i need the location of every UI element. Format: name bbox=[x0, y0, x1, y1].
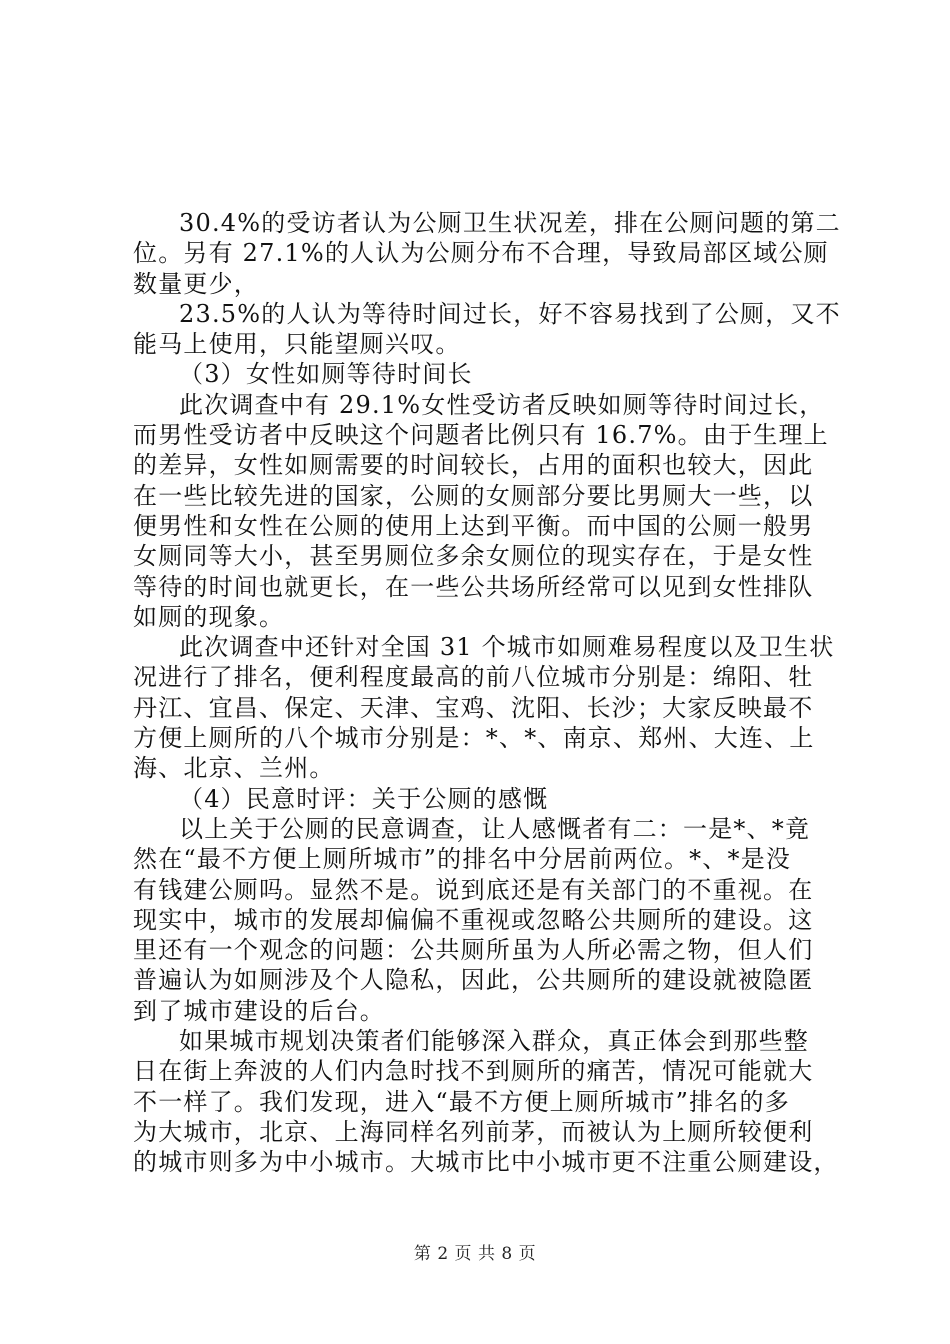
paragraph-line: 况进行了排名，便利程度最高的前八位城市分别是：绵阳、牡 bbox=[133, 663, 814, 692]
paragraph-line: 30.4%的受访者认为公厕卫生状况差，排在公厕问题的第二 bbox=[179, 209, 841, 237]
paragraph-line: 为大城市，北京、上海同样名列前茅，而被认为上厕所较便利 bbox=[133, 1117, 814, 1146]
paragraph-line: 的城市则多为中小城市。大城市比中小城市更不注重公厕建设， bbox=[133, 1148, 839, 1177]
paragraph-line: 现实中，城市的发展却偏偏不重视或忽略公共厕所的建设。这 bbox=[133, 905, 814, 934]
paragraph-line: 如果城市规划决策者们能够深入群众，真正体会到那些整 bbox=[179, 1027, 809, 1056]
section-heading: （4）民意时评：关于公厕的感慨 bbox=[179, 784, 549, 813]
paragraph-line: 丹江、宜昌、保定、天津、宝鸡、沈阳、长沙；大家反映最不 bbox=[133, 693, 814, 722]
section-heading: （3）女性如厕等待时间长 bbox=[179, 360, 473, 389]
paragraph-line: 普遍认为如厕涉及个人隐私，因此，公共厕所的建设就被隐匿 bbox=[133, 966, 814, 995]
paragraph-line: 有钱建公厕吗。显然不是。说到底还是有关部门的不重视。在 bbox=[133, 875, 814, 904]
paragraph-line: 海、北京、兰州。 bbox=[133, 754, 335, 783]
page-number-footer: 第 2 页 共 8 页 bbox=[413, 1244, 537, 1264]
paragraph-line: 位。另有 27.1%的人认为公厕分布不合理，导致局部区域公厕 bbox=[133, 239, 829, 268]
paragraph-line: 的差异，女性如厕需要的时间较长，占用的面积也较大，因此 bbox=[133, 451, 814, 480]
paragraph-line: 在一些比较先进的国家，公厕的女厕部分要比男厕大一些，以 bbox=[133, 481, 814, 510]
paragraph-line: 23.5%的人认为等待时间过长，好不容易找到了公厕，又不 bbox=[179, 299, 841, 328]
paragraph-line: 然在“最不方便上厕所城市”的排名中分居前两位。*、*是没 bbox=[133, 845, 792, 874]
paragraph-line: 而男性受访者中反映这个问题者比例只有 16.7%。由于生理上 bbox=[133, 421, 829, 450]
paragraph-line: 此次调查中有 29.1%女性受访者反映如厕等待时间过长， bbox=[179, 390, 825, 419]
paragraph-line: 日在街上奔波的人们内急时找不到厕所的痛苦，情况可能就大 bbox=[133, 1057, 814, 1086]
paragraph-line: 女厕同等大小，甚至男厕位多余女厕位的现实存在，于是女性 bbox=[133, 542, 814, 571]
paragraph-line: 方便上厕所的八个城市分别是：*、*、南京、郑州、大连、上 bbox=[133, 724, 815, 753]
paragraph-line: 数量更少， bbox=[133, 269, 259, 298]
paragraph-line: 能马上使用，只能望厕兴叹。 bbox=[133, 330, 461, 359]
paragraph-line: 里还有一个观念的问题：公共厕所虽为人所必需之物，但人们 bbox=[133, 936, 814, 965]
paragraph-line: 便男性和女性在公厕的使用上达到平衡。而中国的公厕一般男 bbox=[133, 511, 814, 540]
paragraph-line: 此次调查中还针对全国 31 个城市如厕难易程度以及卫生状 bbox=[179, 633, 835, 662]
paragraph-line: 以上关于公厕的民意调查，让人感慨者有二：一是*、*竟 bbox=[179, 814, 811, 843]
paragraph-line: 等待的时间也就更长，在一些公共场所经常可以见到女性排队 bbox=[133, 572, 814, 601]
paragraph-line: 如厕的现象。 bbox=[133, 602, 285, 631]
paragraph-line: 到了城市建设的后台。 bbox=[133, 996, 385, 1025]
document-body bbox=[133, 208, 841, 1178]
paragraph-line: 不一样了。我们发现，进入“最不方便上厕所城市”排名的多 bbox=[133, 1087, 790, 1116]
